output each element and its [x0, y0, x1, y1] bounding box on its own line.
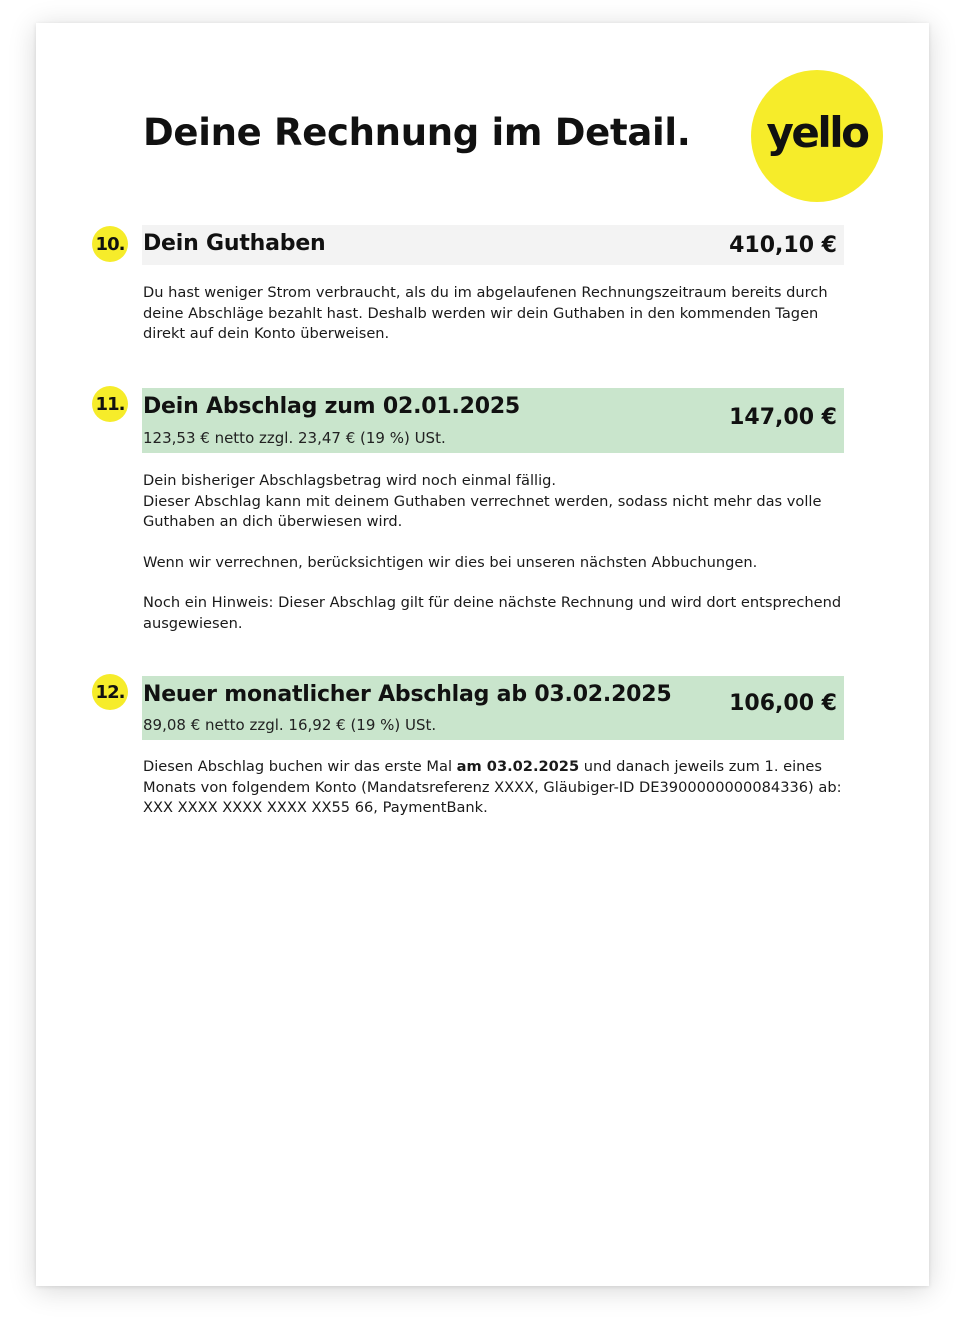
text-run: und danach jeweils zum 1. eines Monats von folgendem Konto (Mandatsreferenz XXXX, Gläubiger-ID DE3900000000084336) ab: XXX XXXX XXXX XXXX XX55 66, PaymentBank.	[143, 758, 842, 817]
section-number-badge: 10.	[92, 226, 128, 262]
credit-amount: 410,10 €	[729, 233, 837, 258]
page-title: Deine Rechnung im Detail.	[143, 111, 691, 154]
section-header-new-installment	[142, 676, 844, 740]
due-date: am 03.02.2025	[456, 758, 580, 775]
section-text-credit	[143, 283, 855, 345]
installment-amount: 147,00 €	[729, 405, 837, 430]
section-text-new-installment	[143, 757, 855, 819]
text-run: Diesen Abschlag buchen wir das erste Mal	[143, 758, 457, 775]
tax-breakdown: 89,08 € netto zzgl. 16,92 € (19 %) USt.	[143, 716, 437, 734]
paragraph: Wenn wir verrechnen, berücksichtigen wir dies bei unseren nächsten Abbuchungen.	[143, 553, 758, 571]
tax-breakdown: 123,53 € netto zzgl. 23,47 € (19 %) USt.	[143, 429, 446, 447]
invoice-page	[36, 23, 929, 1286]
paragraph	[143, 471, 855, 533]
section-header-installment	[142, 388, 844, 453]
paragraph-line: Dein bisheriger Abschlagsbetrag wird noch einmal fällig.	[143, 472, 557, 489]
section-heading: Dein Guthaben	[143, 231, 326, 256]
paragraph: Noch ein Hinweis: Dieser Abschlag gilt für deine nächste Rechnung und wird dort entsprechend ausgewiesen.	[143, 594, 842, 632]
paragraph: Du hast weniger Strom verbraucht, als du im abgelaufenen Rechnungszeitraum bereits durch deine Abschläge bezahlt hast. Deshalb werden wir dein Guthaben in den kommenden Tagen direkt auf dein Konto überweisen.	[143, 284, 828, 343]
yello-logo	[751, 70, 883, 202]
new-installment-amount: 106,00 €	[729, 691, 837, 716]
section-heading: Dein Abschlag zum 02.01.2025	[143, 394, 521, 419]
section-heading: Neuer monatlicher Abschlag ab 03.02.2025	[143, 682, 672, 707]
section-number-badge: 11.	[92, 386, 128, 422]
paragraph	[143, 757, 855, 819]
section-text-installment	[143, 471, 855, 635]
section-number-badge: 12.	[92, 674, 128, 710]
paragraph-line: Dieser Abschlag kann mit deinem Guthaben verrechnet werden, sodass nicht mehr das volle Guthaben an dich überwiesen wird.	[143, 492, 822, 531]
logo-wordmark: yello	[766, 107, 868, 157]
section-header-credit	[142, 225, 844, 265]
